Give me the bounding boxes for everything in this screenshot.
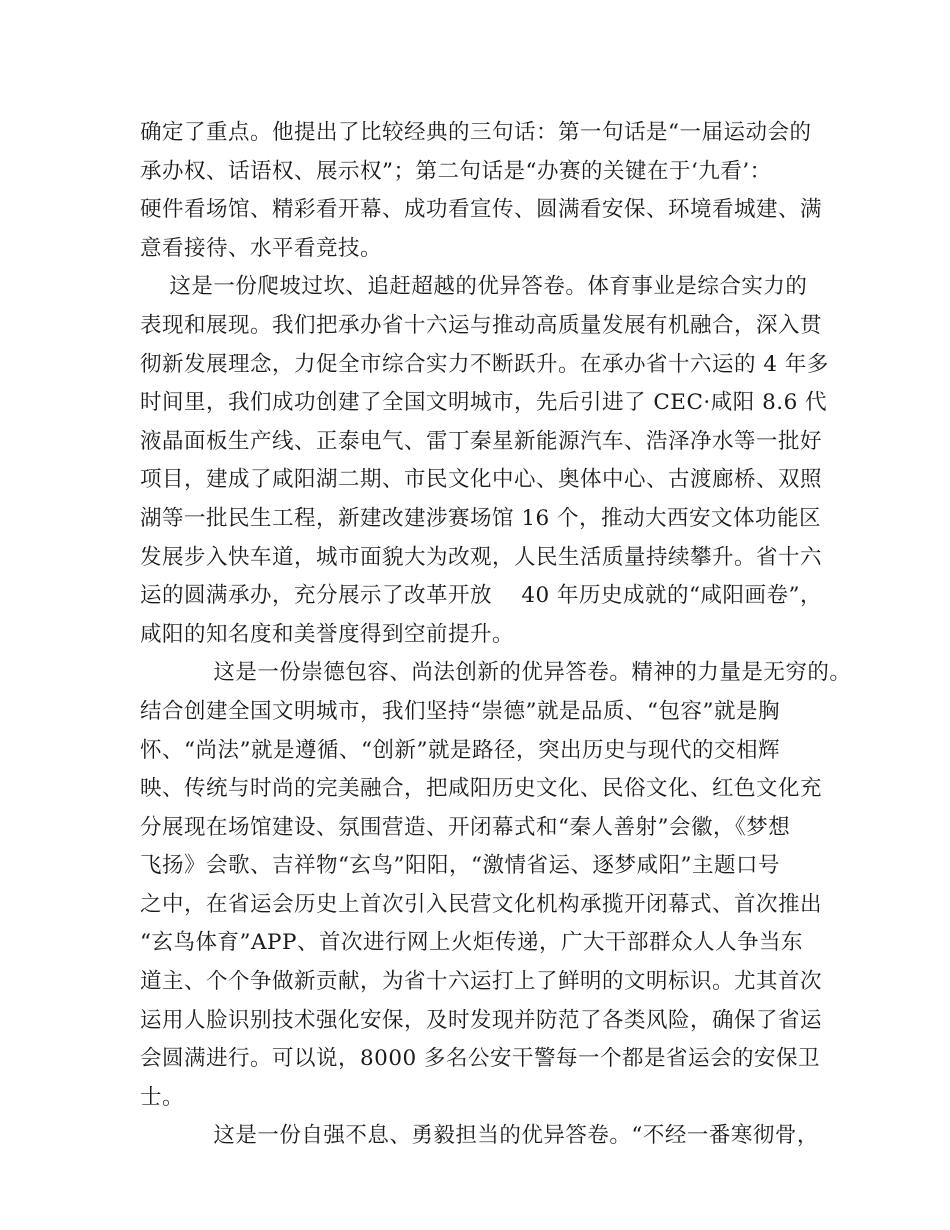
text-line: 映、传统与时尚的完美融合，把咸阳历史文化、民俗文化、红色文化充 xyxy=(140,776,823,802)
text-line: 硬件看场馆、精彩看开幕、成功看宣传、圆满看安保、环境看城建、满 xyxy=(140,197,823,223)
document-page xyxy=(140,114,852,1156)
text-line: 这是一份爬坡过坎、追赶超越的优异答卷。体育事业是综合实力的 xyxy=(140,274,808,300)
text-line: 这是一份自强不息、勇毅担当的优异答卷。“不经一番寒彻骨， xyxy=(140,1123,819,1149)
text-line: 表现和展现。我们把承办省十六运与推动高质量发展有机融合，深入贯 xyxy=(140,312,823,338)
text-line: 运的圆满承办，充分展示了改革开放 40 年历史成就的“咸阳画卷”， xyxy=(140,583,823,609)
text-line: 发展步入快车道，城市面貌大为改观，人民生活质量持续攀升。省十六 xyxy=(140,544,823,570)
text-line: 咸阳的知名度和美誉度得到空前提升。 xyxy=(140,621,515,647)
text-line: 彻新发展理念，力促全市综合实力不断跃升。在承办省十六运的 4 年多 xyxy=(140,351,829,377)
text-line: 时间里，我们成功创建了全国文明城市，先后引进了 CEC·咸阳 8.6 代 xyxy=(140,390,828,416)
text-line: 项目，建成了咸阳湖二期、市民文化中心、奥体中心、古渡廊桥、双照 xyxy=(140,467,823,493)
text-line: 分展现在场馆建设、氛围营造、开闭幕式和“秦人善射”会徽，《梦想 xyxy=(140,814,791,840)
text-line: 飞扬》会歌、吉祥物“玄鸟”阳阳，“激情省运、逐梦咸阳”主题口号 xyxy=(140,853,780,879)
text-line: 会圆满进行。可以说，8000 多名公安干警每一个都是省运会的安保卫 xyxy=(140,1046,821,1072)
text-line: 运用人脸识别技术强化安保，及时发现并防范了各类风险，确保了省运 xyxy=(140,1007,823,1033)
text-line: 怀、“尚法”就是遵循、“创新”就是路径，突出历史与现代的交相辉 xyxy=(140,737,780,763)
text-line: 道主、个个争做新贡献，为省十六运打上了鲜明的文明标识。尤其首次 xyxy=(140,969,823,995)
text-line: 液晶面板生产线、正泰电气、雷丁秦星新能源汽车、浩泽净水等一批好 xyxy=(140,428,823,454)
text-line: 士。 xyxy=(140,1084,185,1110)
text-line: 承办权、话语权、展示权”；第二句话是“办赛的关键在于‘九看’： xyxy=(140,158,772,184)
text-line: 结合创建全国文明城市，我们坚持“崇德”就是品质、“包容”就是胸 xyxy=(140,698,780,724)
text-line: “玄鸟体育”APP、首次进行网上火炬传递，广大干部群众人人争当东 xyxy=(140,930,803,956)
text-line: 这是一份崇德包容、尚法创新的优异答卷。精神的力量是无穷的。 xyxy=(140,660,852,686)
text-line: 之中，在省运会历史上首次引入民营文化机构承揽开闭幕式、首次推出 xyxy=(140,891,823,917)
text-line: 湖等一批民生工程，新建改建涉赛场馆 16 个，推动大西安文体功能区 xyxy=(140,505,822,531)
text-line: 确定了重点。他提出了比较经典的三句话：第一句话是“一届运动会的 xyxy=(140,120,812,145)
text-line: 意看接待、水平看竞技。 xyxy=(140,235,383,261)
